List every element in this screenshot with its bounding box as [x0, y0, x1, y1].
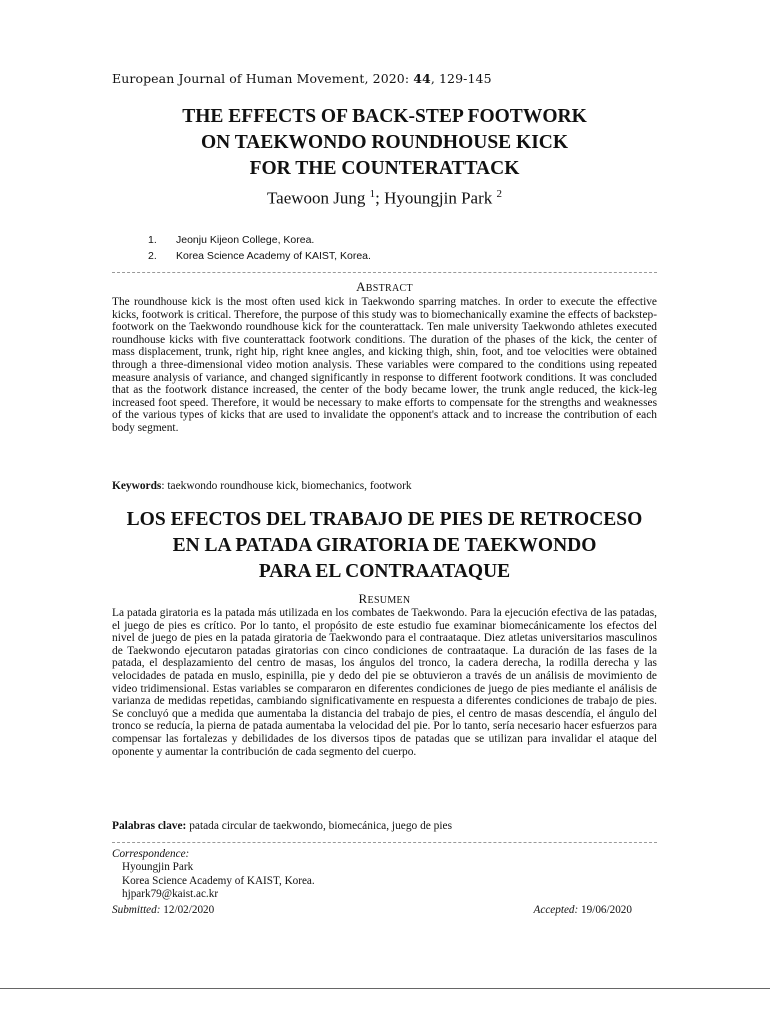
abstract-heading: ABSTRACT — [356, 279, 413, 294]
dates — [112, 904, 632, 916]
title-line: ON TAEKWONDO ROUNDHOUSE KICK — [200, 132, 569, 153]
journal-citation — [112, 71, 492, 86]
affiliation-item: 1. Jeonju Kijeon College, Korea. — [148, 234, 315, 246]
correspondence-name: Hyoungjin Park — [122, 861, 194, 874]
journal-pages: , 129-145 — [430, 71, 492, 86]
title-line: LOS EFECTOS DEL TRABAJO DE PIES DE RETROCESO — [126, 509, 643, 530]
keywords — [112, 480, 412, 492]
author-1: Taewoon Jung — [266, 188, 370, 208]
correspondence-institution: Korea Science Academy of KAIST, Korea. — [122, 874, 315, 887]
divider — [112, 842, 657, 843]
author-2-affil: 2 — [496, 188, 503, 200]
journal-volume: 44 — [413, 71, 431, 86]
title-line: FOR THE COUNTERATTACK — [249, 158, 520, 179]
submitted-date: Submitted: 12/02/2020 — [112, 904, 215, 916]
journal-prefix: European Journal of Human Movement, 2020: — [112, 71, 414, 86]
accepted-date: Accepted: 19/06/2020 — [533, 904, 632, 916]
keywords-text: : taekwondo roundhouse kick, biomechanics, footwork — [161, 480, 412, 492]
abstract-text: The roundhouse kick is the most often used kick in Taekwondo sparring matches. In order to execute the effective kicks, footwork is critical. Therefore, the purpose of this study was to biomechanically examine the effects of backstep-footwork on the Taekwondo roundhouse kick for the counterattack. Ten male university Taekwondo athletes executed roundhouse kicks with five counterattack footwork conditions. The duration of the phases of the kick, the center of mass displacement, trunk, right hip, right knee angles, and kicking thigh, shin, foot, and toe velocities were obtained through a three-dimensional video motion analysis. These variables were compared to the conditions using repeated measure analysis of variance, and changed significantly in response to different footwork conditions. It was concluded that as the footwork distance increased, the center of the body became lower, the trunk angle reduced, the kick-leg increased foot speed. Therefore, it would be necessary to make efforts to compensate for the strengths and weaknesses of the various types of kicks that are used to invalidate the opponent's attack and to increase the contribution of each body segment. — [112, 296, 657, 434]
author-1-affil: 1 — [369, 188, 376, 200]
correspondence-label: Correspondence: — [112, 848, 190, 860]
title-line: PARA EL CONTRAATAQUE — [258, 561, 511, 582]
correspondence — [112, 848, 657, 902]
title-line: EN LA PATADA GIRATORIA DE TAEKWONDO — [172, 535, 597, 556]
page-bottom-edge — [0, 988, 770, 989]
resumen-heading: RESUMEN — [358, 591, 411, 606]
title-line: THE EFFECTS OF BACK-STEP FOOTWORK — [182, 106, 587, 127]
author-2: ; Hyoungjin Park — [375, 188, 497, 208]
keywords-label: Keywords — [112, 480, 162, 492]
affiliations — [148, 232, 371, 264]
divider — [112, 272, 657, 273]
resumen-text: La patada giratoria es la patada más utilizada en los combates de Taekwondo. Para la ejecución efectiva de las patadas, el juego de pies es crítico. Por lo tanto, el propósito de este estudio fue examinar biomecánicamente los efectos del nivel de juego de pies en la patada giratoria de Taekwondo para el contraataque. Diez atletas universitarios masculinos de Taekwondo ejecutaron patadas giratorias con cinco condiciones de contraataque. La duración de las fases de la patada, el desplazamiento del centro de masas, los ángulos del tronco, la cadera derecha, la rodilla derecha y las velocidades de patada en muslo, espinilla, pie y dedo del pie se obtuvieron a través de un análisis de movimiento de video tridimensional. Estas variables se compararon en diferentes condiciones de juego de pies mediante el análisis de varianza de medidas repetidas, cambiando significativamente en respuesta a diferentes condiciones de trabajo de pies. Se concluyó que a medida que aumentaba la distancia del trabajo de pies, el centro de masas descendía, el ángulo del tronco se reducía, la pierna de patada aumentaba la velocidad del pie. Por lo tanto, sería necesario hacer esfuerzos para compensar las fortalezas y debilidades de los diversos tipos de patadas que se utilizan para invalidar el ataque del oponente y aumentar la contribución de cada segmento del cuerpo. — [112, 607, 657, 758]
paper-title-english — [112, 104, 657, 182]
palabras-clave-text: patada circular de taekwondo, biomecánica, juego de pies — [186, 820, 453, 832]
palabras-clave — [112, 820, 452, 832]
palabras-clave-label: Palabras clave: — [112, 820, 187, 832]
correspondence-email: hjpark79@kaist.ac.kr — [122, 888, 219, 901]
paper-title-spanish — [112, 507, 657, 585]
authors — [112, 188, 657, 209]
affiliation-item: 2. Korea Science Academy of KAIST, Korea. — [148, 250, 371, 262]
